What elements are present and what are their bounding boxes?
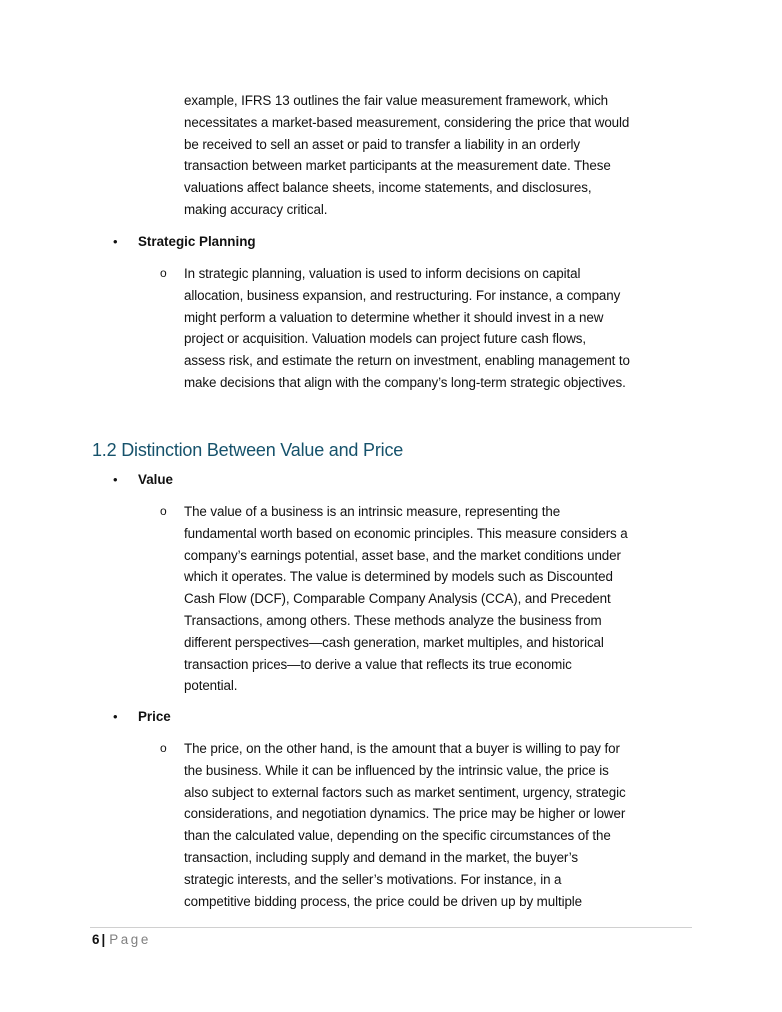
page-number: 6 [92,932,100,947]
paragraph-line: assess risk, and estimate the return on investment, enabling management to [184,353,630,369]
section-heading: 1.2 Distinction Between Value and Price [92,440,404,460]
sub-bullet-icon: o [160,741,167,755]
paragraph-line: Transactions, among others. These methods analyze the business from [184,612,602,628]
paragraph-line: be received to sell an asset or paid to transfer a liability in an orderly [184,136,581,152]
sub-bullet-icon: o [160,504,167,518]
bullet-icon: • [113,472,118,487]
paragraph-line: competitive bidding process, the price could be driven up by multiple [184,893,583,909]
paragraph-line: strategic interests, and the seller’s motivations. For instance, in a [184,871,562,887]
bullet-icon: • [113,709,118,724]
footer-divider [90,927,692,928]
paragraph-line: valuations affect balance sheets, income statements, and disclosures, [184,180,592,196]
sub-bullet-icon: o [160,266,167,280]
paragraph-line: necessitates a market-based measurement, considering the price that would [184,114,630,130]
page-footer [92,930,151,950]
paragraph-line: project or acquisition. Valuation models can project future cash flows, [184,331,587,347]
paragraph-line: fundamental worth based on economic principles. This measure considers a [184,525,628,541]
value-label: Value [138,472,173,487]
paragraph-line: The value of a business is an intrinsic measure, representing the [184,504,561,519]
price-paragraph [184,738,694,912]
paragraph-line: Cash Flow (DCF), Comparable Company Analysis (CCA), and Precedent [184,591,611,607]
paragraph-line: also subject to external factors such as market sentiment, urgency, strategic [184,784,626,800]
paragraph-line: example, IFRS 13 outlines the fair value measurement framework, which [184,93,609,108]
paragraph-line: potential. [184,678,238,694]
paragraph-line: company’s earnings potential, asset base, and the market conditions under [184,547,621,563]
paragraph-line: than the calculated value, depending on the specific circumstances of the [184,828,611,844]
paragraph-line: considerations, and negotiation dynamics. The price may be higher or lower [184,806,626,822]
value-paragraph [184,501,694,697]
paragraph-line: In strategic planning, valuation is used to inform decisions on capital [184,266,581,281]
paragraph-line: the business. While it can be influenced by the intrinsic value, the price is [184,762,609,778]
paragraph-line: different perspectives—cash generation, market multiples, and historical [184,634,604,650]
paragraph-line: allocation, business expansion, and restructuring. For instance, a company [184,287,621,303]
paragraph-line: transaction between market participants at the measurement date. These [184,158,611,174]
paragraph-line: might perform a valuation to determine whether it should invest in a new [184,309,604,325]
footer-separator: | [101,932,106,947]
bullet-icon: • [113,234,118,249]
paragraph-line: transaction prices—to derive a value that reflects its true economic [184,656,572,672]
paragraph-line: make decisions that align with the company’s long-term strategic objectives. [184,374,626,390]
page-word: Page [109,932,151,947]
paragraph-line: making accuracy critical. [184,201,328,217]
strategic-planning-paragraph [184,263,694,394]
paragraph-line: transaction, including supply and demand in the market, the buyer’s [184,849,579,865]
strategic-planning-label: Strategic Planning [138,234,256,249]
intro-paragraph [184,90,694,221]
paragraph-line: The price, on the other hand, is the amount that a buyer is willing to pay for [184,741,620,756]
paragraph-line: which it operates. The value is determined by models such as Discounted [184,569,613,585]
price-label: Price [138,709,171,724]
